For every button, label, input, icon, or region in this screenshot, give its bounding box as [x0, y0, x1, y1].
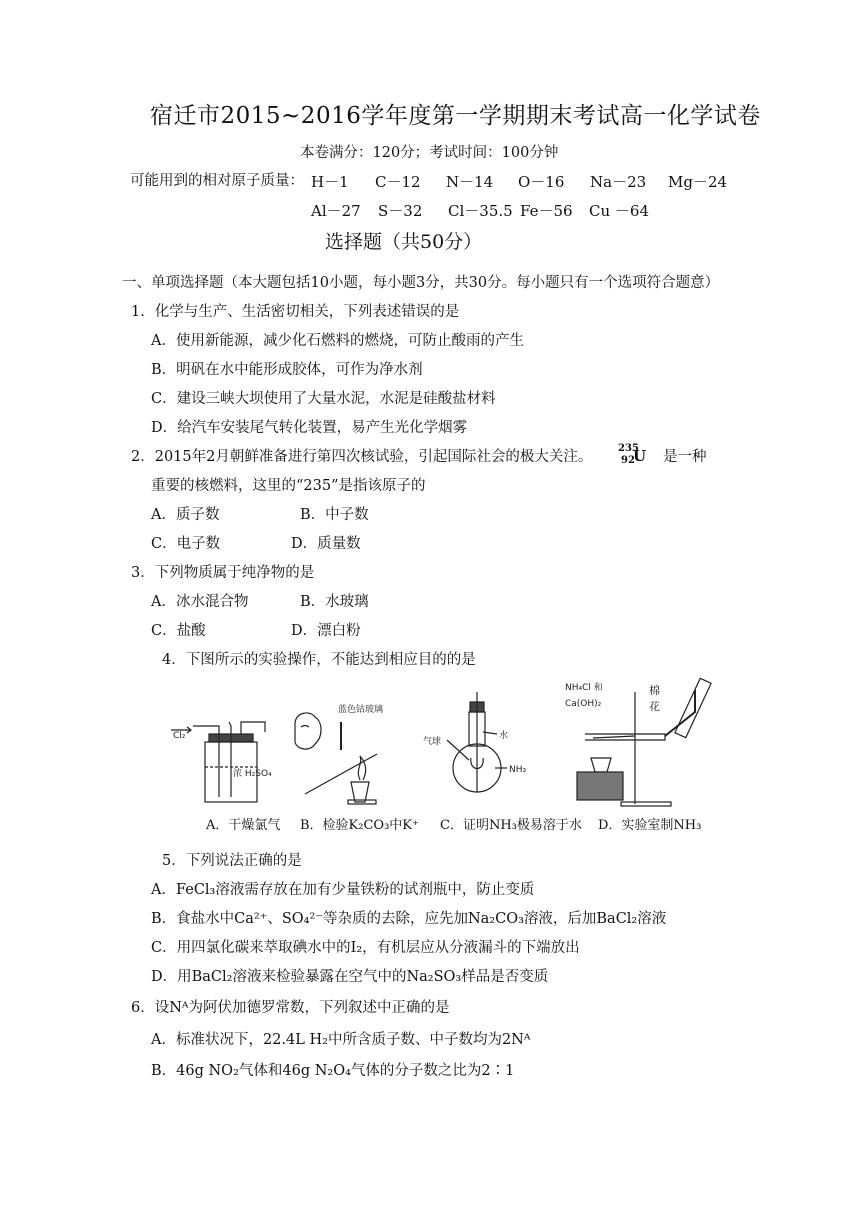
- fig-label-h2so4: 浓 H₂SO₄: [233, 769, 272, 779]
- atomic-mass-al: Al－27: [311, 202, 361, 220]
- q1-option-d: D．给汽车安装尾气转化装置，易产生光化学烟雾: [151, 420, 468, 436]
- fig-label-nh3: NH₃: [509, 765, 527, 775]
- q2-option-d: D．质量数: [291, 536, 361, 552]
- q5-option-b: B．食盐水中Ca²⁺、SO₄²⁻等杂质的去除，应先加Na₂CO₃溶液，后加BaCl₂溶液: [151, 911, 667, 927]
- atomic-mass-label: 可能用到的相对原子质量：: [130, 173, 304, 189]
- q4-experiment-figure: [165, 672, 725, 812]
- section-heading: 选择题（共50分）: [325, 231, 483, 253]
- q3-option-a: A．冰水混合物: [151, 594, 249, 610]
- atomic-mass-h: H－1: [311, 173, 349, 191]
- atomic-mass-na: Na－23: [590, 173, 647, 191]
- q1-stem: 1．化学与生产、生活密切相关，下列表述错误的是: [131, 304, 460, 320]
- q4-caption-b: B．检验K₂CO₃中K⁺: [300, 818, 419, 833]
- gas-washing-bottle: [171, 722, 272, 802]
- exam-meta: 本卷满分：120分；考试时间：100分钟: [300, 145, 559, 161]
- nuclide-symbol: U: [633, 447, 647, 465]
- fig-label-cl2: Cl₂: [173, 731, 186, 741]
- q4-caption-c: C．证明NH₃极易溶于水: [440, 818, 582, 833]
- q5-stem: 5．下列说法正确的是: [162, 853, 302, 869]
- q3-option-d: D．漂白粉: [291, 623, 361, 639]
- atomic-mass-cu: Cu －64: [589, 202, 649, 220]
- q1-option-b: B．明矾在水中能形成胶体，可作为净水剂: [151, 362, 423, 378]
- fountain-flask: [423, 692, 527, 792]
- q1-option-a: A．使用新能源，减少化石燃料的燃烧，可防止酸雨的产生: [151, 333, 524, 349]
- atomic-mass-cl: Cl－35.5: [448, 202, 513, 220]
- q2-stem: 2．2015年2月朝鲜准备进行第四次核试验，引起国际社会的极大关注。: [131, 449, 593, 465]
- q2-option-a: A．质子数: [151, 507, 220, 523]
- part-intro: 一、单项选择题（本大题包括10小题，每小题3分，共30分。每小题只有一个选项符合题意）: [122, 275, 720, 291]
- q2-stem-tail: 是一种: [663, 449, 707, 465]
- q2-option-b: B．中子数: [300, 507, 369, 523]
- nh3-preparation-setup: [565, 678, 711, 806]
- atomic-mass-fe: Fe－56: [520, 202, 573, 220]
- q1-option-c: C．建设三峡大坝使用了大量水泥，水泥是硅酸盐材料: [151, 391, 496, 407]
- atomic-mass-n: N－14: [446, 173, 494, 191]
- q3-stem: 3．下列物质属于纯净物的是: [131, 565, 315, 581]
- q4-stem: 4．下图所示的实验操作，不能达到相应目的的是: [162, 652, 476, 668]
- atomic-mass-mg: Mg－24: [668, 173, 728, 191]
- fig-label-cotton-1: 棉: [649, 684, 660, 697]
- fig-label-cotton-2: 花: [649, 700, 660, 713]
- q6-stem: 6．设Nᴬ为阿伏加德罗常数，下列叙述中正确的是: [131, 1000, 450, 1016]
- fig-label-water: 水: [499, 731, 509, 741]
- q6-option-a: A．标准状况下，22.4L H₂中所含质子数、中子数均为2Nᴬ: [151, 1032, 531, 1048]
- nuclide-u235: [618, 443, 647, 473]
- flame-test: [295, 703, 383, 804]
- q5-option-a: A．FeCl₃溶液需存放在加有少量铁粉的试剂瓶中，防止变质: [151, 882, 535, 898]
- q3-option-b: B．水玻璃: [300, 594, 369, 610]
- page-title: 宿迁市2015~2016学年度第一学期期末考试高一化学试卷: [150, 103, 761, 129]
- atomic-mass-c: C－12: [375, 173, 421, 191]
- nuclide-mass-number: 235: [618, 443, 639, 454]
- fig-label-nh4cl: NH₄Cl 和: [565, 683, 603, 693]
- q4-caption-a: A．干燥氯气: [206, 818, 281, 833]
- q5-option-d: D．用BaCl₂溶液来检验暴露在空气中的Na₂SO₃样品是否变质: [151, 969, 549, 985]
- atomic-mass-s: S－32: [378, 202, 423, 220]
- q2-stem-cont: 重要的核燃料，这里的“235”是指该原子的: [151, 478, 426, 494]
- q6-option-b: B．46g NO₂气体和46g N₂O₄气体的分子数之比为2∶1: [151, 1063, 515, 1079]
- q3-option-c: C．盐酸: [151, 623, 206, 639]
- nuclide-atomic-number: 92: [621, 455, 635, 466]
- q5-option-c: C．用四氯化碳来萃取碘水中的I₂，有机层应从分液漏斗的下端放出: [151, 940, 580, 956]
- fig-label-cobalt-glass: 蓝色钴玻璃: [338, 705, 384, 715]
- fig-label-caoh2: Ca(OH)₂: [565, 699, 602, 709]
- q2-option-c: C．电子数: [151, 536, 221, 552]
- q4-caption-d: D．实验室制NH₃: [598, 818, 702, 833]
- atomic-mass-o: O－16: [518, 173, 565, 191]
- fig-label-balloon: 气球: [423, 737, 442, 747]
